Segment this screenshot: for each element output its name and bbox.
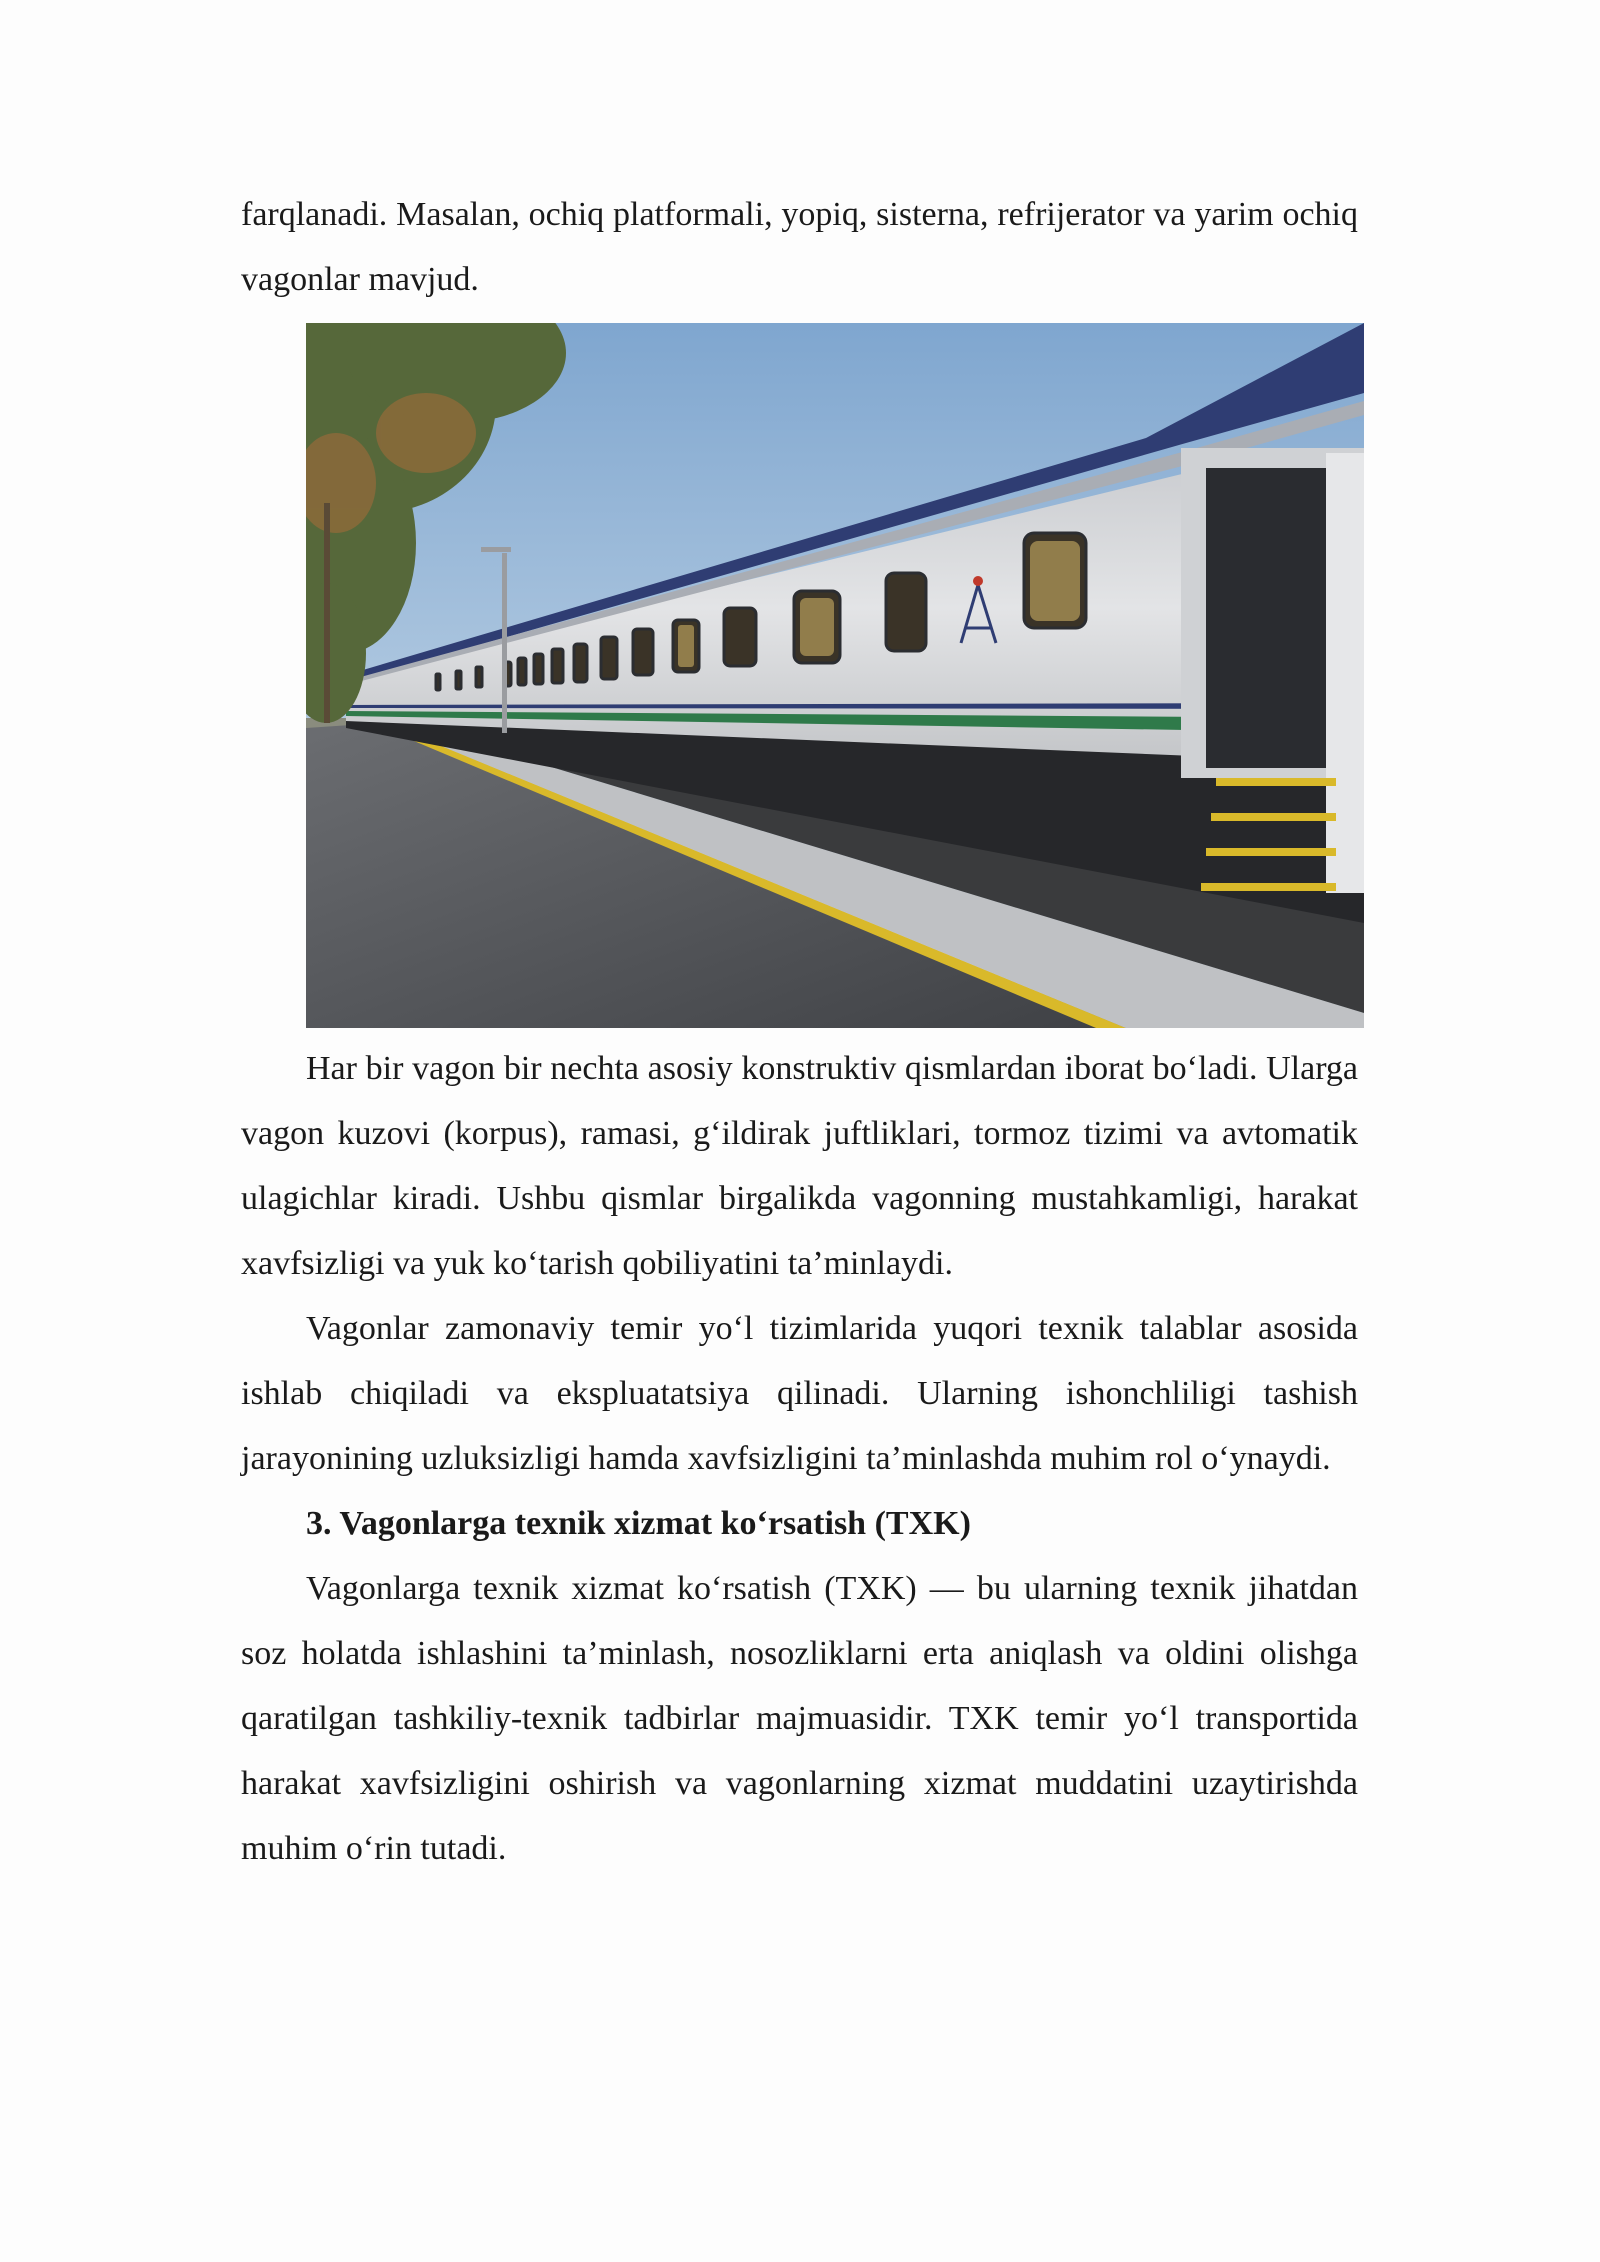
- paragraph-maintenance: Vagonlarga texnik xizmat ko‘rsatish (TXK) — bu ularning texnik jihatdan soz holatda ishlashini ta’minlash, nosozliklarni erta aniqlash va oldini olishga qaratilgan tashkiliy-texnik tadbirlar majmuasidir. TXK temir yo‘l transportida harakat xavfsizligini oshirish va vagonlarning xizmat muddatini uzaytirishda muhim o‘rin tutadi.: [241, 1570, 1358, 1867]
- body-block: [241, 1036, 1358, 1881]
- paragraph-structure: Har bir vagon bir nechta asosiy konstruktiv qismlardan iborat bo‘ladi. Ularga vagon kuzovi (korpus), ramasi, g‘ildirak juftliklari, tormoz tizimi va avtomatik ulagichlar kiradi. Ushbu qismlar birgalikda vagonning mustahkamligi, harakat xavfsizligi va yuk ko‘tarish qobiliyatini ta’minlaydi.: [241, 1050, 1358, 1282]
- section-heading: 3. Vagonlarga texnik xizmat ko‘rsatish (TXK): [306, 1505, 971, 1542]
- train-photo: [306, 323, 1364, 1028]
- intro-paragraph: farqlanadi. Masalan, ochiq platformali, yopiq, sisterna, refrijerator va yarim ochiq vagonlar mavjud.: [241, 196, 1358, 298]
- paragraph-reliability: Vagonlar zamonaviy temir yo‘l tizimlarida yuqori texnik talablar asosida ishlab chiqiladi va ekspluatatsiya qilinadi. Ularning ishonchliligi tashish jarayonining uzluksizligi hamda xavfsizligini ta’minlashda muhim rol o‘ynaydi.: [241, 1310, 1358, 1477]
- intro-block: [241, 182, 1358, 312]
